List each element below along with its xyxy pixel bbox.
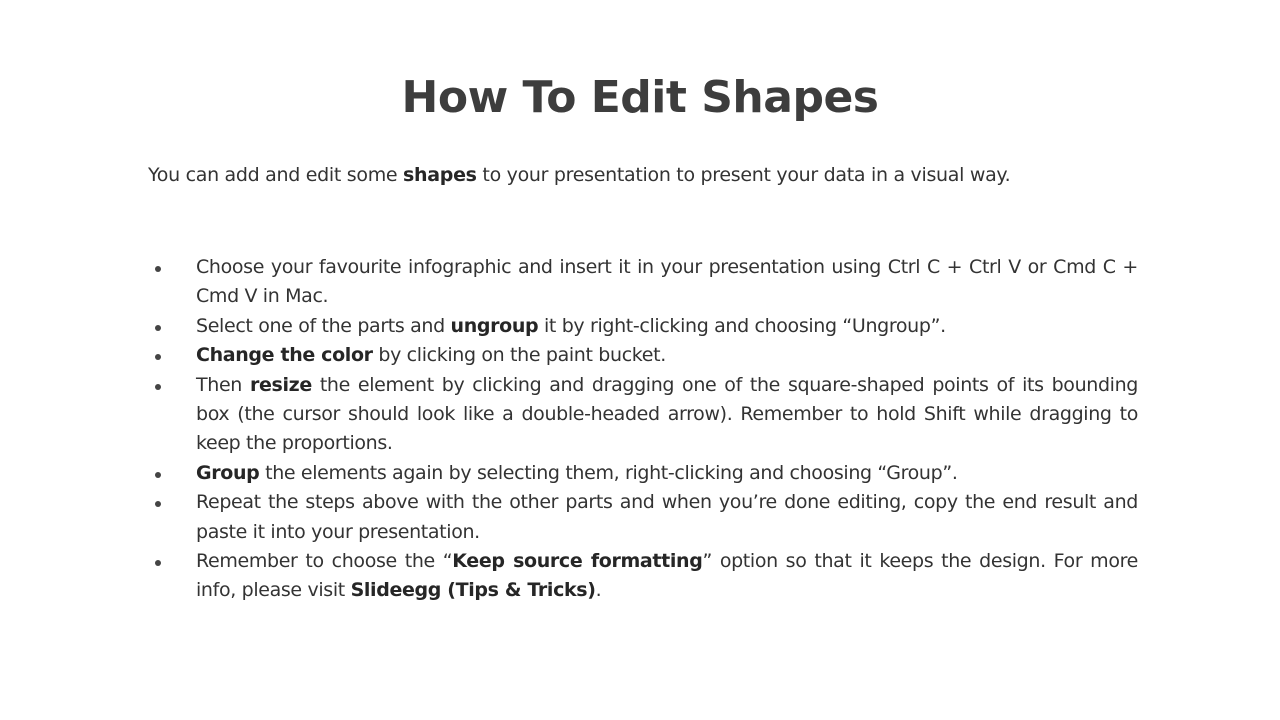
bullet-text-after: by clicking on the paint bucket.: [372, 344, 666, 367]
bullet-dot-icon: [155, 266, 161, 272]
list-item: [148, 253, 1138, 312]
bullet-text-middle: ” option so that it keeps the design. For more info, please visit: [196, 550, 1138, 602]
bullet-bold-keep-source-formatting: Keep source formatting: [452, 550, 703, 573]
intro-paragraph: [148, 160, 1148, 190]
bullet-text-after: .: [595, 579, 602, 602]
bullet-dot-icon: [155, 325, 161, 331]
list-item: [148, 488, 1138, 547]
bullet-bold-ungroup: ungroup: [450, 314, 539, 337]
slideegg-tips-link: Slideegg (Tips & Tricks): [350, 579, 596, 602]
instruction-list: [148, 253, 1138, 606]
bullet-dot-icon: [155, 354, 161, 360]
list-item: [148, 312, 1138, 341]
bullet-bold-group: Group: [196, 461, 260, 484]
bullet-text-before: Then: [196, 373, 250, 396]
list-item: [148, 371, 1138, 459]
bullet-text: Repeat the steps above with the other parts and when you’re done editing, copy the end result and paste it into your presentation.: [196, 491, 1138, 543]
bullet-text-after: the elements again by selecting them, right-clicking and choosing “Group”.: [259, 461, 958, 484]
list-item: [148, 547, 1138, 606]
bullet-text-before: Select one of the parts and: [196, 314, 451, 337]
bullet-dot-icon: [155, 501, 161, 507]
bullet-dot-icon: [155, 472, 161, 478]
bullet-dot-icon: [155, 384, 161, 390]
bullet-bold-change-color: Change the color: [196, 344, 373, 367]
slide-title: How To Edit Shapes: [401, 72, 879, 123]
bullet-dot-icon: [155, 560, 161, 566]
intro-text-after: to your presentation to present your data in a visual way.: [476, 164, 1011, 186]
intro-text-before: You can add and edit some: [148, 164, 404, 186]
bullet-text-after: the element by clicking and dragging one of the square-shaped points of its bounding box (the cursor should look like a double-headed arrow). Remember to hold Shift while dragging to keep the proportions.: [196, 373, 1139, 455]
list-item: [148, 341, 1138, 370]
bullet-text-before: Remember to choose the “: [196, 550, 453, 573]
intro-bold-shapes: shapes: [403, 164, 477, 186]
bullet-bold-resize: resize: [249, 373, 312, 396]
bullet-text-after: it by right-clicking and choosing “Ungroup”.: [538, 314, 946, 337]
list-item: [148, 459, 1138, 488]
bullet-text: Choose your favourite infographic and insert it in your presentation using Ctrl C + Ctrl V or Cmd C + Cmd V in Mac.: [196, 256, 1138, 308]
